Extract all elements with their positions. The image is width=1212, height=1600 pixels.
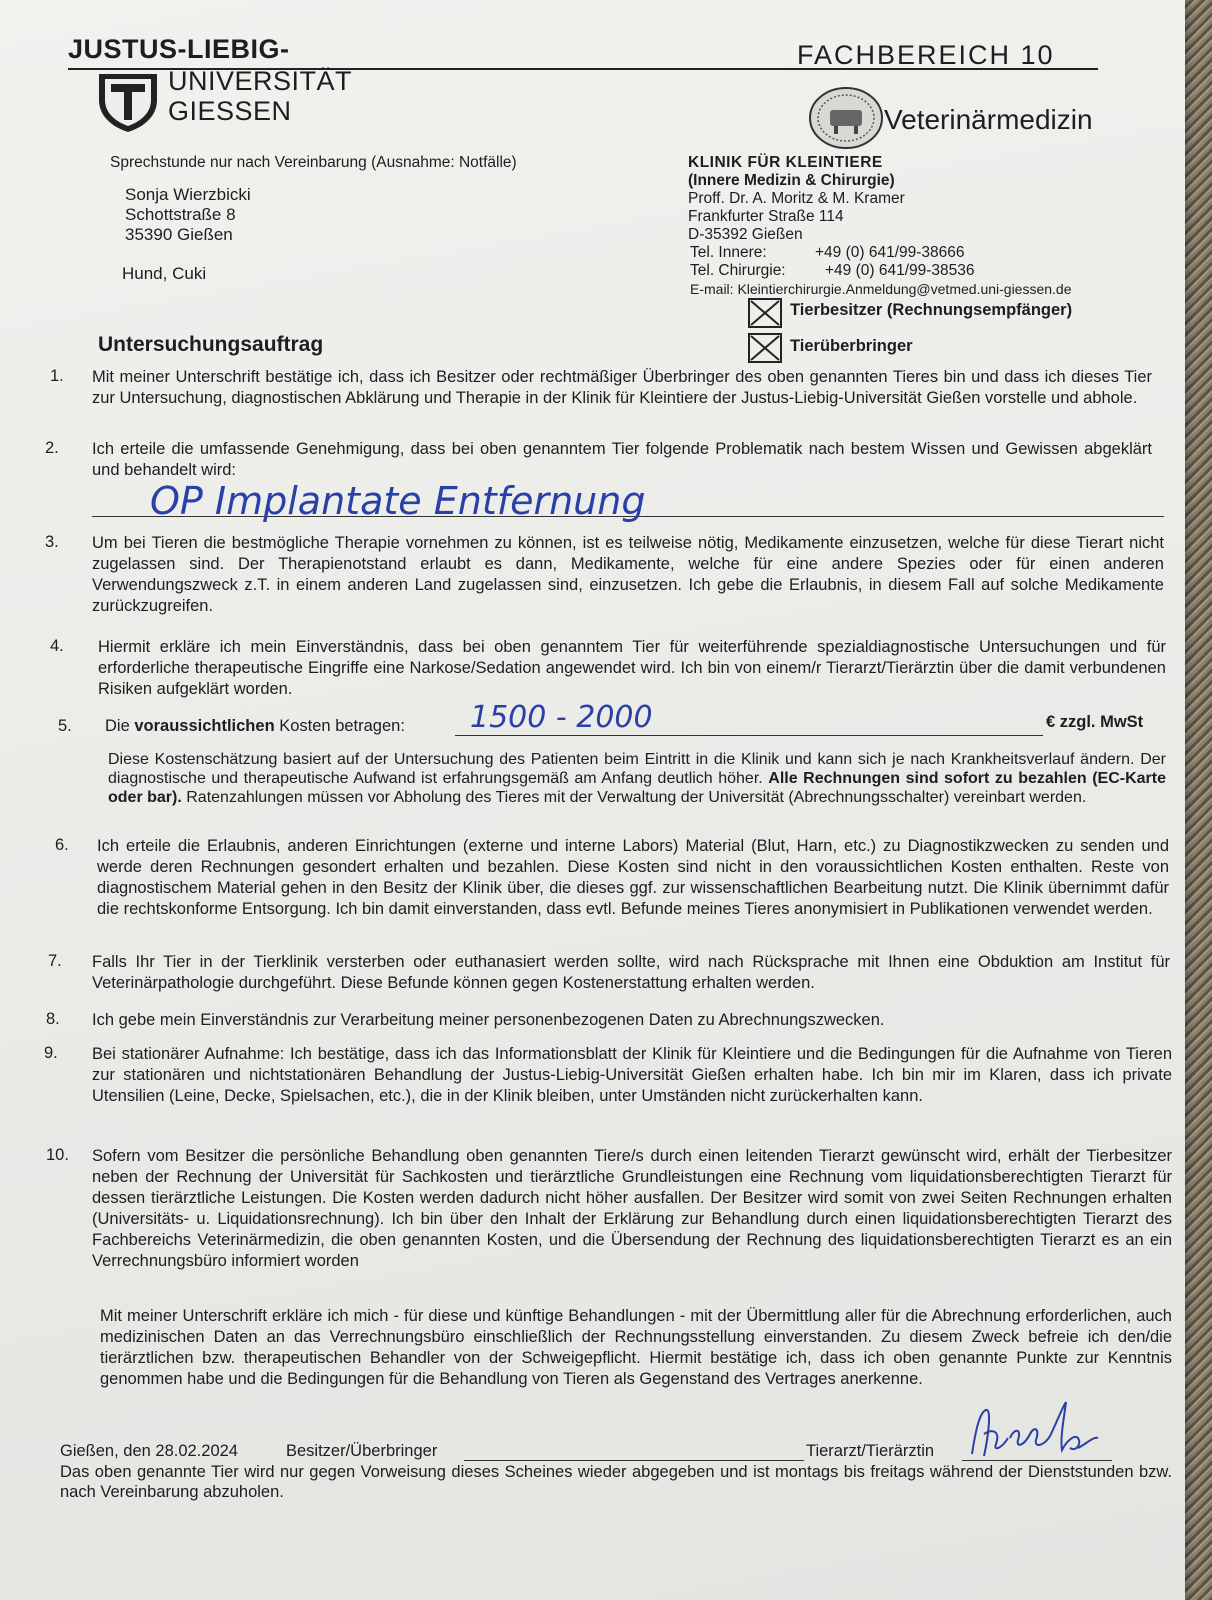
clinic-name: KLINIK FÜR KLEINTIERE [688, 154, 883, 171]
problem-handwritten[interactable]: OP Implantate Entfernung [150, 479, 646, 523]
owner-signature-label: Besitzer/Überbringer [286, 1442, 438, 1460]
item-text-2: Ich erteile die umfassende Genehmigung, dass bei oben genanntem Tier folgende Problematik nach bestem Wissen und Gewissen abgeklärt und behandelt wird: [92, 440, 1152, 479]
pickup-footer-note: Das oben genannte Tier wird nur gegen Vorweisung dieses Scheines wieder abgegeben und ist montags bis freitags während der Dienststunden bzw. nach Vereinbarung abzuholen. [60, 1463, 1172, 1501]
owner-city: 35390 Gießen [125, 225, 233, 244]
closing-declaration: Mit meiner Unterschrift erkläre ich mich - für diese und künftige Behandlungen - mit der Übermittlung aller für die Abrechnung erforderlichen, auch medizinischen Daten an das Verrechnungsbüro einschließlich der Rechnungsstellung einverstanden. Zu diesem Zweck befreie ich den/die tierärztlichen bzw. therapeutischen Behandler von der Schweigepflicht. Hiermit bestätige ich, dass ich oben genannte Punkte zur Kenntnis genommen habe und die Bedingungen für die Behandlung von Tieren als Gegenstand des Vertrages anerkenne. [100, 1307, 1172, 1388]
item-text-5: Die voraussichtlichen Kosten betragen: [105, 717, 405, 735]
clinic-subtitle: (Innere Medizin & Chirurgie) [688, 172, 895, 189]
form-title: Untersuchungsauftrag [98, 333, 324, 356]
university-shield-logo [97, 70, 159, 139]
item-text-4: Hiermit erkläre ich mein Einverständnis, dass bei oben genanntem Tier für weiterführende spezialdiagnostische Untersuchungen und für erforderliche therapeutische Eingriffe eine Narkose/Sedation angewendet wird. Ich bin von einem/r Tierarzt/Tierärztin über die damit verbundenen Risiken aufgeklärt worden. [98, 638, 1166, 698]
checkbox-owner[interactable] [748, 298, 782, 328]
item-text-9: Bei stationärer Aufnahme: Ich bestätige, dass ich das Informationsblatt der Klinik für Kleintiere und die Bedingungen für die Aufnahme von Tieren zur stationären und nichtstationären Behandlung der Justus-Liebig-Universität Gießen erhalten habe. Ich bin mir im Klaren, dass ich private Utensilien (Leine, Decke, Spielsachen, etc.), die in der Klinik bleiben, unter Umständen nicht zurückerhalten kann. [92, 1045, 1172, 1105]
checkbox-transporter[interactable] [748, 333, 782, 363]
item-number-9: 9. [44, 1044, 58, 1062]
faculty-name: Veterinärmedizin [884, 104, 1093, 135]
item-text-10: Sofern vom Besitzer die persönliche Behandlung oben genannten Tiere/s durch einen leitenden Tierarzt gewünscht wird, erhält der Tierbesitzer neben der Rechnung der Universität für Sachkosten und tierärztliche Grundleistungen eine Rechnung vom liquidationsberechtigten Tierarzt für dessen tierärztliche Leistungen. Die Kosten werden dadurch nicht höher ausfallen. Der Besitzer wird somit von zwei Seiten Rechnungen erhalten (Universitäts- u. Liquidationsrechnung). Ich bin über den Inhalt der Erklärung zur Behandlung durch einen liquidationsberechtigten Tierarzt des Fachbereichs Veterinärmedizin, die oben genannten Kosten, und die Übersendung der Rechnung des liquidationsberechtigten Tierarzt es an ein Verrechnungsbüro informiert worden [92, 1147, 1172, 1270]
cost-input-line [455, 735, 1043, 736]
item-text-3: Um bei Tieren die bestmögliche Therapie vornehmen zu können, ist es teilweise nötig, Medikamente einzusetzen, welche für diese Tierart nicht zugelassen sind. Der Therapienotstand erlaubt es dann, Medikamente, welche für eine andere Spezies oder für einen anderen Verwendungszweck z.T. in einem anderen Land zugelassen sind, einzusetzen. Ich gebe die Erlaubnis, in diesem Fall auf solche Medikamente zurückzugreifen. [92, 534, 1164, 615]
tel-innere-number: +49 (0) 641/99-38666 [815, 244, 965, 261]
item-number-7: 7. [48, 952, 62, 970]
cost-suffix: € zzgl. MwSt [1046, 713, 1144, 731]
vet-signature-label: Tierarzt/Tierärztin [806, 1442, 935, 1460]
clinic-city: D-35392 Gießen [688, 226, 803, 243]
item-number-5: 5. [58, 717, 72, 735]
item-number-1: 1. [50, 367, 64, 385]
cost-estimate-note: Diese Kostenschätzung basiert auf der Untersuchung des Patienten beim Eintritt in die Klinik und kann sich je nach Krankheitsverlauf ändern. Der diagnostische und therapeutische Aufwand ist erfahrungsgemäß am Anfang deutlich höher. Alle Rechnungen sind sofort zu bezahlen (EC-Karte oder bar). Ratenzahlungen müssen vor Abholung des Tieres mit der Verwaltung der Universität (Abrechnungsschalter) vereinbart werden. [108, 751, 1166, 806]
owner-street: Schottstraße 8 [125, 205, 236, 224]
checkbox-transporter-label: Tierüberbringer [790, 337, 913, 355]
item-text-6: Ich erteile die Erlaubnis, anderen Einrichtungen (externe und interne Labors) Material (Blut, Harn, etc.) zu Diagnostikzwecken zu senden und werde deren Rechnungen gesondert erhalten und bezahlen. Diese Kosten sind nicht in den voraussichtlichen Kosten enthalten. Reste von diagnostischem Material gehen in den Besitz der Klinik über, die dieses ggf. zur wissenschaftlichen Bearbeitung nutzt. Die Klinik übernimmt dafür die rechtskonforme Entsorgung. Ich bin damit einverstanden, dass evtl. Befunde meines Tieres anonymisiert in Publikationen verwendet werden. [97, 837, 1169, 918]
tel-chirurgie-number: +49 (0) 641/99-38536 [825, 262, 975, 279]
department-title: FACHBEREICH 10 [797, 40, 1055, 70]
owner-signature-line[interactable] [464, 1460, 804, 1461]
checkbox-owner-label: Tierbesitzer (Rechnungsempfänger) [790, 301, 1073, 319]
consultation-note: Sprechstunde nur nach Vereinbarung (Ausnahme: Notfälle) [110, 154, 517, 171]
owner-name: Sonja Wierzbicki [125, 185, 251, 204]
clinic-email: E-mail: Kleintierchirurgie.Anmeldung@vetmed.uni-giessen.de [690, 281, 1072, 297]
tel-chirurgie-label: Tel. Chirurgie: [690, 262, 786, 279]
item-text-8: Ich gebe mein Einverständnis zur Verarbeitung meiner personenbezogenen Daten zu Abrechnungszwecken. [92, 1011, 885, 1029]
clinic-heads: Proff. Dr. A. Moritz & M. Kramer [688, 190, 905, 207]
vet-signature [966, 1398, 1106, 1469]
item-number-8: 8. [46, 1010, 60, 1028]
item-text-7: Falls Ihr Tier in der Tierklinik versterben oder euthanasiert werden sollte, wird nach Rücksprache mit Ihnen eine Obduktion am Institut für Veterinärpathologie durchgeführt. Diese Befunde können gegen Kostenerstattung erhalten werden. [92, 953, 1170, 992]
university-name-line2: UNIVERSITÄT [168, 66, 353, 96]
item-number-4: 4. [50, 637, 64, 655]
item-number-6: 6. [55, 836, 69, 854]
item-number-2: 2. [45, 439, 59, 457]
cost-handwritten[interactable]: 1500 - 2000 [470, 700, 653, 735]
item-text-1: Mit meiner Unterschrift bestätige ich, dass ich Besitzer oder rechtmäßiger Überbringer des oben genannten Tieres bin und dass ich dieses Tier zur Untersuchung, diagnostischen Abklärung und Therapie in der Klinik für Kleintiere der Justus-Liebig-Universität Gießen vorstelle und abhole. [92, 368, 1152, 407]
place-date: Gießen, den 28.02.2024 [60, 1442, 238, 1460]
tel-innere-label: Tel. Innere: [690, 244, 767, 261]
faculty-seal-logo [808, 86, 884, 155]
clinic-street: Frankfurter Straße 114 [688, 208, 844, 225]
item-number-10: 10. [46, 1146, 69, 1164]
university-name-line3: GIESSEN [168, 96, 292, 126]
item-number-3: 3. [45, 533, 59, 551]
animal-info: Hund, Cuki [122, 264, 207, 283]
university-name-line1: JUSTUS-LIEBIG- [68, 34, 290, 64]
